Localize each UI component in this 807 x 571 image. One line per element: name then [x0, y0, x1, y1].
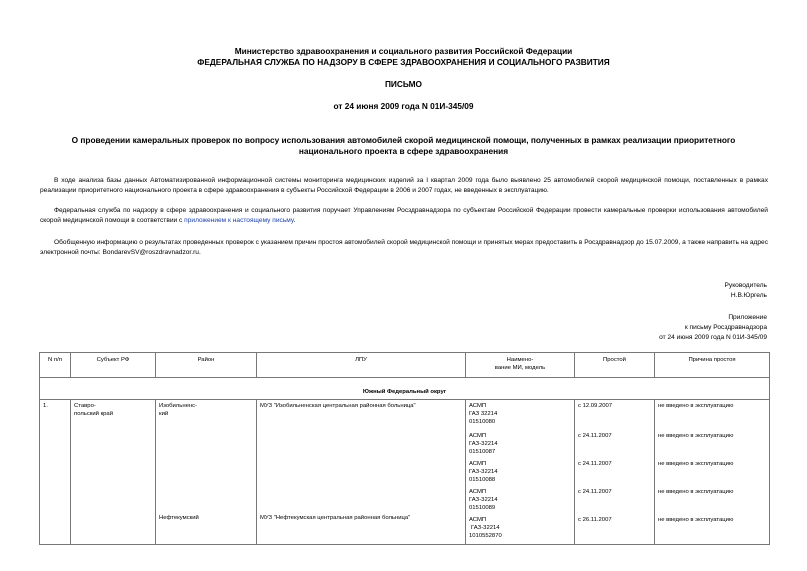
vehicle-3-reason: не введено в эксплуатацию: [658, 461, 734, 467]
vehicle-1-brand: ГАЗ 32214: [469, 411, 498, 417]
row-subject-line2: польский край: [74, 411, 114, 417]
vehicle-2-number: 01510087: [469, 449, 496, 455]
district-1-line2: кий: [159, 411, 169, 417]
doc-title-line2: национального проекта в сфере здравоохранения: [298, 146, 509, 156]
doc-date: от 24 июня 2009 года N 01И-345/09: [333, 101, 474, 111]
signature-name: Н.В.Юргель: [730, 292, 767, 299]
paragraph-2-text: Федеральная служба по надзору в сфере здравоохранения и социального развития поручает Управлениям Росздравнадзора по субъектам Российской Федерации провести камеральные проверки использования автомобилей скорой медицинской помощи в соответствии с: [40, 207, 768, 224]
vehicle-4-number: 01510089: [469, 505, 496, 511]
paragraph-2-end: .: [293, 217, 296, 224]
vehicle-5-number: 1010552870: [469, 533, 502, 539]
region-row: [40, 378, 770, 400]
vehicle-3-type: АСМП: [469, 461, 487, 467]
vehicle-5-type: АСМП: [469, 517, 487, 523]
vehicle-1-reason: не введено в эксплуатацию: [658, 403, 734, 409]
vehicles-table: [39, 352, 770, 545]
row-num: 1.: [40, 400, 71, 545]
vehicle-5-idle: с 26.11.2007: [578, 517, 612, 523]
row-reason: [655, 400, 770, 545]
region-name: Южный Федеральный округ: [40, 378, 770, 400]
vehicle-3-model: [469, 460, 571, 486]
vehicle-4-idle: с 24.11.2007: [578, 489, 612, 495]
row-lpu: [257, 400, 466, 545]
vehicle-4-brand: ГАЗ-32214: [469, 497, 498, 503]
vehicle-1-idle: с 12.09.2007: [578, 403, 613, 409]
vehicle-5-brand: ГАЗ-32214: [471, 525, 500, 531]
district-1-line1: Изобильненс-: [159, 403, 198, 409]
row-district: [156, 400, 257, 545]
vehicle-2-reason: не введено в эксплуатацию: [658, 433, 734, 439]
vehicle-1-model: [469, 402, 571, 429]
appendix-label: Приложение: [728, 314, 767, 321]
vehicle-2-brand: ГАЗ-32214: [469, 441, 498, 447]
vehicle-2-type: АСМП: [469, 433, 487, 439]
header-model: [466, 353, 575, 378]
header-idle: Простой: [575, 353, 655, 378]
row-subject-line1: Ставро-: [74, 403, 96, 409]
header-subject: Субъект РФ: [71, 353, 156, 378]
vehicle-2-idle: с 24.11.2007: [578, 433, 612, 439]
paragraph-3: Обобщенную информацию о результатах проведенных проверок с указанием причин простоя автомобилей скорой медицинской помощи и принятых мерах предоставить в Росздравнадзор до 15.07.2009, а также направить на адрес электронной почты: BondarevSV@roszdravnadzor.ru.: [40, 239, 769, 256]
ministry-title: Министерство здравоохранения и социального развития Российской Федерации: [234, 46, 573, 56]
vehicle-3-brand: ГАЗ-32214: [469, 469, 498, 475]
vehicle-4-type: АСМП: [469, 489, 487, 495]
doc-title-line1: О проведении камеральных проверок по вопросу использования автомобилей скорой медицинской помощи, полученных в рамках реализации приоритетного: [71, 135, 736, 145]
signature-role: Руководитель: [724, 282, 767, 289]
header-district: Район: [156, 353, 257, 378]
header-num: N п/п: [40, 353, 71, 378]
header-reason: Причина простоя: [655, 353, 770, 378]
appendix-date: от 24 июня 2009 года N 01И-345/09: [659, 334, 767, 341]
doc-type: ПИСЬМО: [384, 79, 423, 89]
vehicle-5-model: [469, 516, 571, 542]
service-title: ФЕДЕРАЛЬНАЯ СЛУЖБА ПО НАДЗОРУ В СФЕРЕ ЗДРАВООХРАНЕНИЯ И СОЦИАЛЬНОГО РАЗВИТИЯ: [197, 57, 610, 67]
vehicle-2-model: [469, 432, 571, 458]
row-models: [466, 400, 575, 545]
header-lpu: ЛПУ: [257, 353, 466, 378]
header-model-line1: Наимено-: [506, 357, 534, 363]
appendix-link[interactable]: приложением к настоящему письму: [184, 217, 294, 224]
header-model-line2: вание МИ, модель: [494, 365, 546, 371]
vehicle-5-reason: не введено в эксплуатацию: [658, 517, 734, 523]
paragraph-1: В ходе анализа базы данных Автоматизированной информационной системы мониторинга медицинских изделий за I квартал 2009 года было выявлено 25 автомобилей скорой медицинской помощи, поставленных в рамках реализации приоритетного национального проекта в сфере здравоохранения в субъекты Российской Федерации в 2006 и 2007 годах, не введенных в эксплуатацию.: [40, 177, 768, 194]
table-header-row: [40, 353, 770, 378]
vehicle-3-idle: с 24.11.2007: [578, 461, 612, 467]
vehicle-3-number: 01510088: [469, 477, 496, 483]
row-idle: [575, 400, 655, 545]
vehicle-1-number: 01510080: [469, 419, 496, 425]
appendix-ref: к письму Росздравнадзора: [684, 324, 767, 331]
district-2: Нефтекумский: [159, 515, 199, 521]
vehicle-4-reason: не введено в эксплуатацию: [658, 489, 734, 495]
vehicle-4-model: [469, 488, 571, 514]
lpu-1: МУЗ "Изобильненская центральная районная больница": [260, 403, 416, 409]
table-row: [40, 400, 770, 545]
paragraph-2: [40, 206, 768, 226]
row-subject: [71, 400, 156, 545]
vehicle-1-type: АСМП: [469, 403, 487, 409]
lpu-2: МУЗ "Нефтекумская центральная районная больница": [260, 515, 411, 521]
